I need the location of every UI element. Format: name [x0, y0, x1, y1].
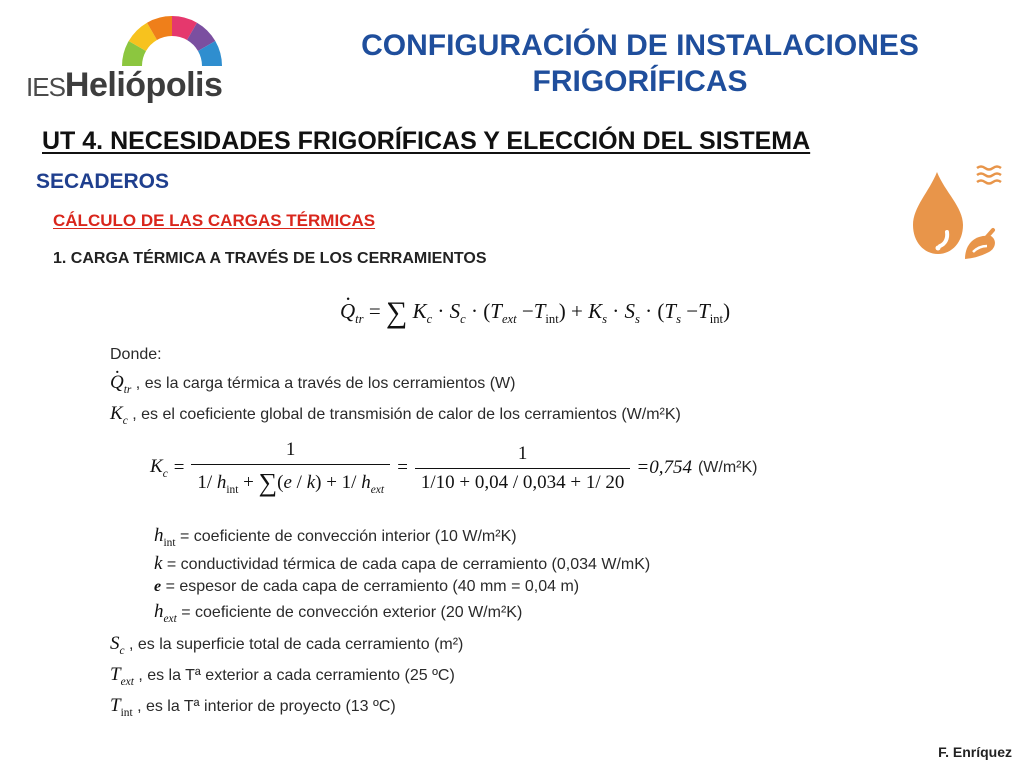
- drop-and-waves-icon: [905, 162, 1005, 267]
- definition-e: e = espesor de cada capa de cerramiento (40 mm = 0,04 m): [154, 578, 580, 595]
- eq-tint-sub-2: int: [709, 312, 724, 327]
- definition-hext-text: = coeficiente de convección exterior (20 W/m²K): [181, 604, 523, 621]
- heat-load-equation: · $Q_{tr}$ = ∑ $K_c \cdot S_c \cdot (T_{ext} -T_{int}) + K_s \cdot S_s \cdot (T_s -T_{int})$: [340, 296, 730, 330]
- definition-tint-text: , es la Tª interior de proyecto (13 ºC): [137, 698, 396, 715]
- definition-qtr: · $Q_{tr}$ , es la carga térmica a través de los cerramientos (W): [110, 372, 515, 396]
- subsection-heading: CÁLCULO DE LAS CARGAS TÉRMICAS: [53, 211, 376, 230]
- page-title-line1: CONFIGURACIÓN DE INSTALACIONES: [361, 29, 919, 62]
- definition-hint: $h_{int}$ = coeficiente de convección interior (10 W/m²K): [154, 525, 517, 549]
- eq-ts-sub: s: [676, 312, 681, 327]
- definition-qtr-text: , es la carga térmica a través de los cerramientos (W): [135, 375, 516, 392]
- frac1-numerator: 1: [285, 438, 296, 460]
- definition-text-text: , es la Tª exterior a cada cerramiento (25 ºC): [138, 667, 455, 684]
- kc-unit: (W/m²K): [697, 459, 758, 476]
- eq-lhs: · Q: [340, 299, 355, 324]
- logo-prefix: IES: [26, 72, 65, 102]
- eq-kc-sub: c: [426, 312, 433, 327]
- section-heading: SECADEROS: [36, 170, 170, 193]
- unit-title: UT 4. NECESIDADES FRIGORÍFICAS Y ELECCIÓN DEL SISTEMA: [42, 127, 811, 155]
- definition-sc: $S_c$ , es la superficie total de cada cerramiento (m²): [110, 633, 464, 657]
- eq-sc-sub: c: [460, 312, 466, 327]
- logo-wordmark: [26, 68, 222, 102]
- eq-ss-sub: s: [634, 312, 640, 327]
- definition-hint-text: = coeficiente de convección interior (10 W/m²K): [179, 528, 517, 545]
- eq-lhs-sub: tr: [355, 312, 364, 327]
- definition-e-text: = espesor de cada capa de cerramiento (40 mm = 0,04 m): [165, 578, 580, 595]
- definition-sc-text: , es la superficie total de cada cerramiento (m²): [129, 636, 464, 653]
- frac2-denominator: 1/10 + 0,04 / 0,034 + 1/ 20: [415, 468, 631, 494]
- kc-formula: $K_c$ = $\frac{1}{1/ h_{int} + \sum(e / k) + 1/ h_{ext}}$ = $\frac{1}{1/10 + 0,04 / 0,034 + 1/ 20}$ = 0,754 (W/m²K): [150, 438, 758, 497]
- definition-k-text: = conductividad térmica de cada capa de cerramiento (0,034 W/mK): [166, 556, 651, 573]
- logo-name: Heliópolis: [64, 66, 223, 104]
- definition-tint: $T_{int}$ , es la Tª interior de proyecto (13 ºC): [110, 695, 396, 719]
- author-credit: F. Enríquez: [938, 744, 1012, 760]
- eq-ss: S: [624, 299, 635, 323]
- eq-tint-sub: int: [545, 312, 559, 327]
- frac2-numerator: 1: [517, 442, 528, 464]
- definition-kc-text: , es el coeficiente global de transmisión de calor de los cerramientos (W/m²K): [132, 406, 681, 423]
- definition-hext: $h_{ext}$ = coeficiente de convección exterior (20 W/m²K): [154, 601, 523, 625]
- eq-kc: K: [412, 299, 427, 323]
- donde-label: Donde:: [110, 346, 162, 363]
- item-heading: 1. CARGA TÉRMICA A TRAVÉS DE LOS CERRAMIENTOS: [53, 250, 487, 267]
- eq-sc: S: [449, 299, 461, 323]
- page-title-line2: FRIGORÍFICAS: [532, 65, 748, 98]
- eq-ks: K: [588, 299, 603, 323]
- kc-value: 0,754: [649, 457, 692, 478]
- eq-ks-sub: s: [602, 312, 607, 327]
- definition-kc: $K_c$ , es el coeficiente global de transmisión de calor de los cerramientos (W/m²K): [110, 403, 681, 427]
- definition-text: $T_{ext}$ , es la Tª exterior a cada cerramiento (25 ºC): [110, 664, 455, 688]
- eq-text-sub: ext: [501, 312, 517, 327]
- definition-k: k = conductividad térmica de cada capa de cerramiento (0,034 W/mK): [154, 553, 651, 574]
- page-title: [305, 28, 975, 100]
